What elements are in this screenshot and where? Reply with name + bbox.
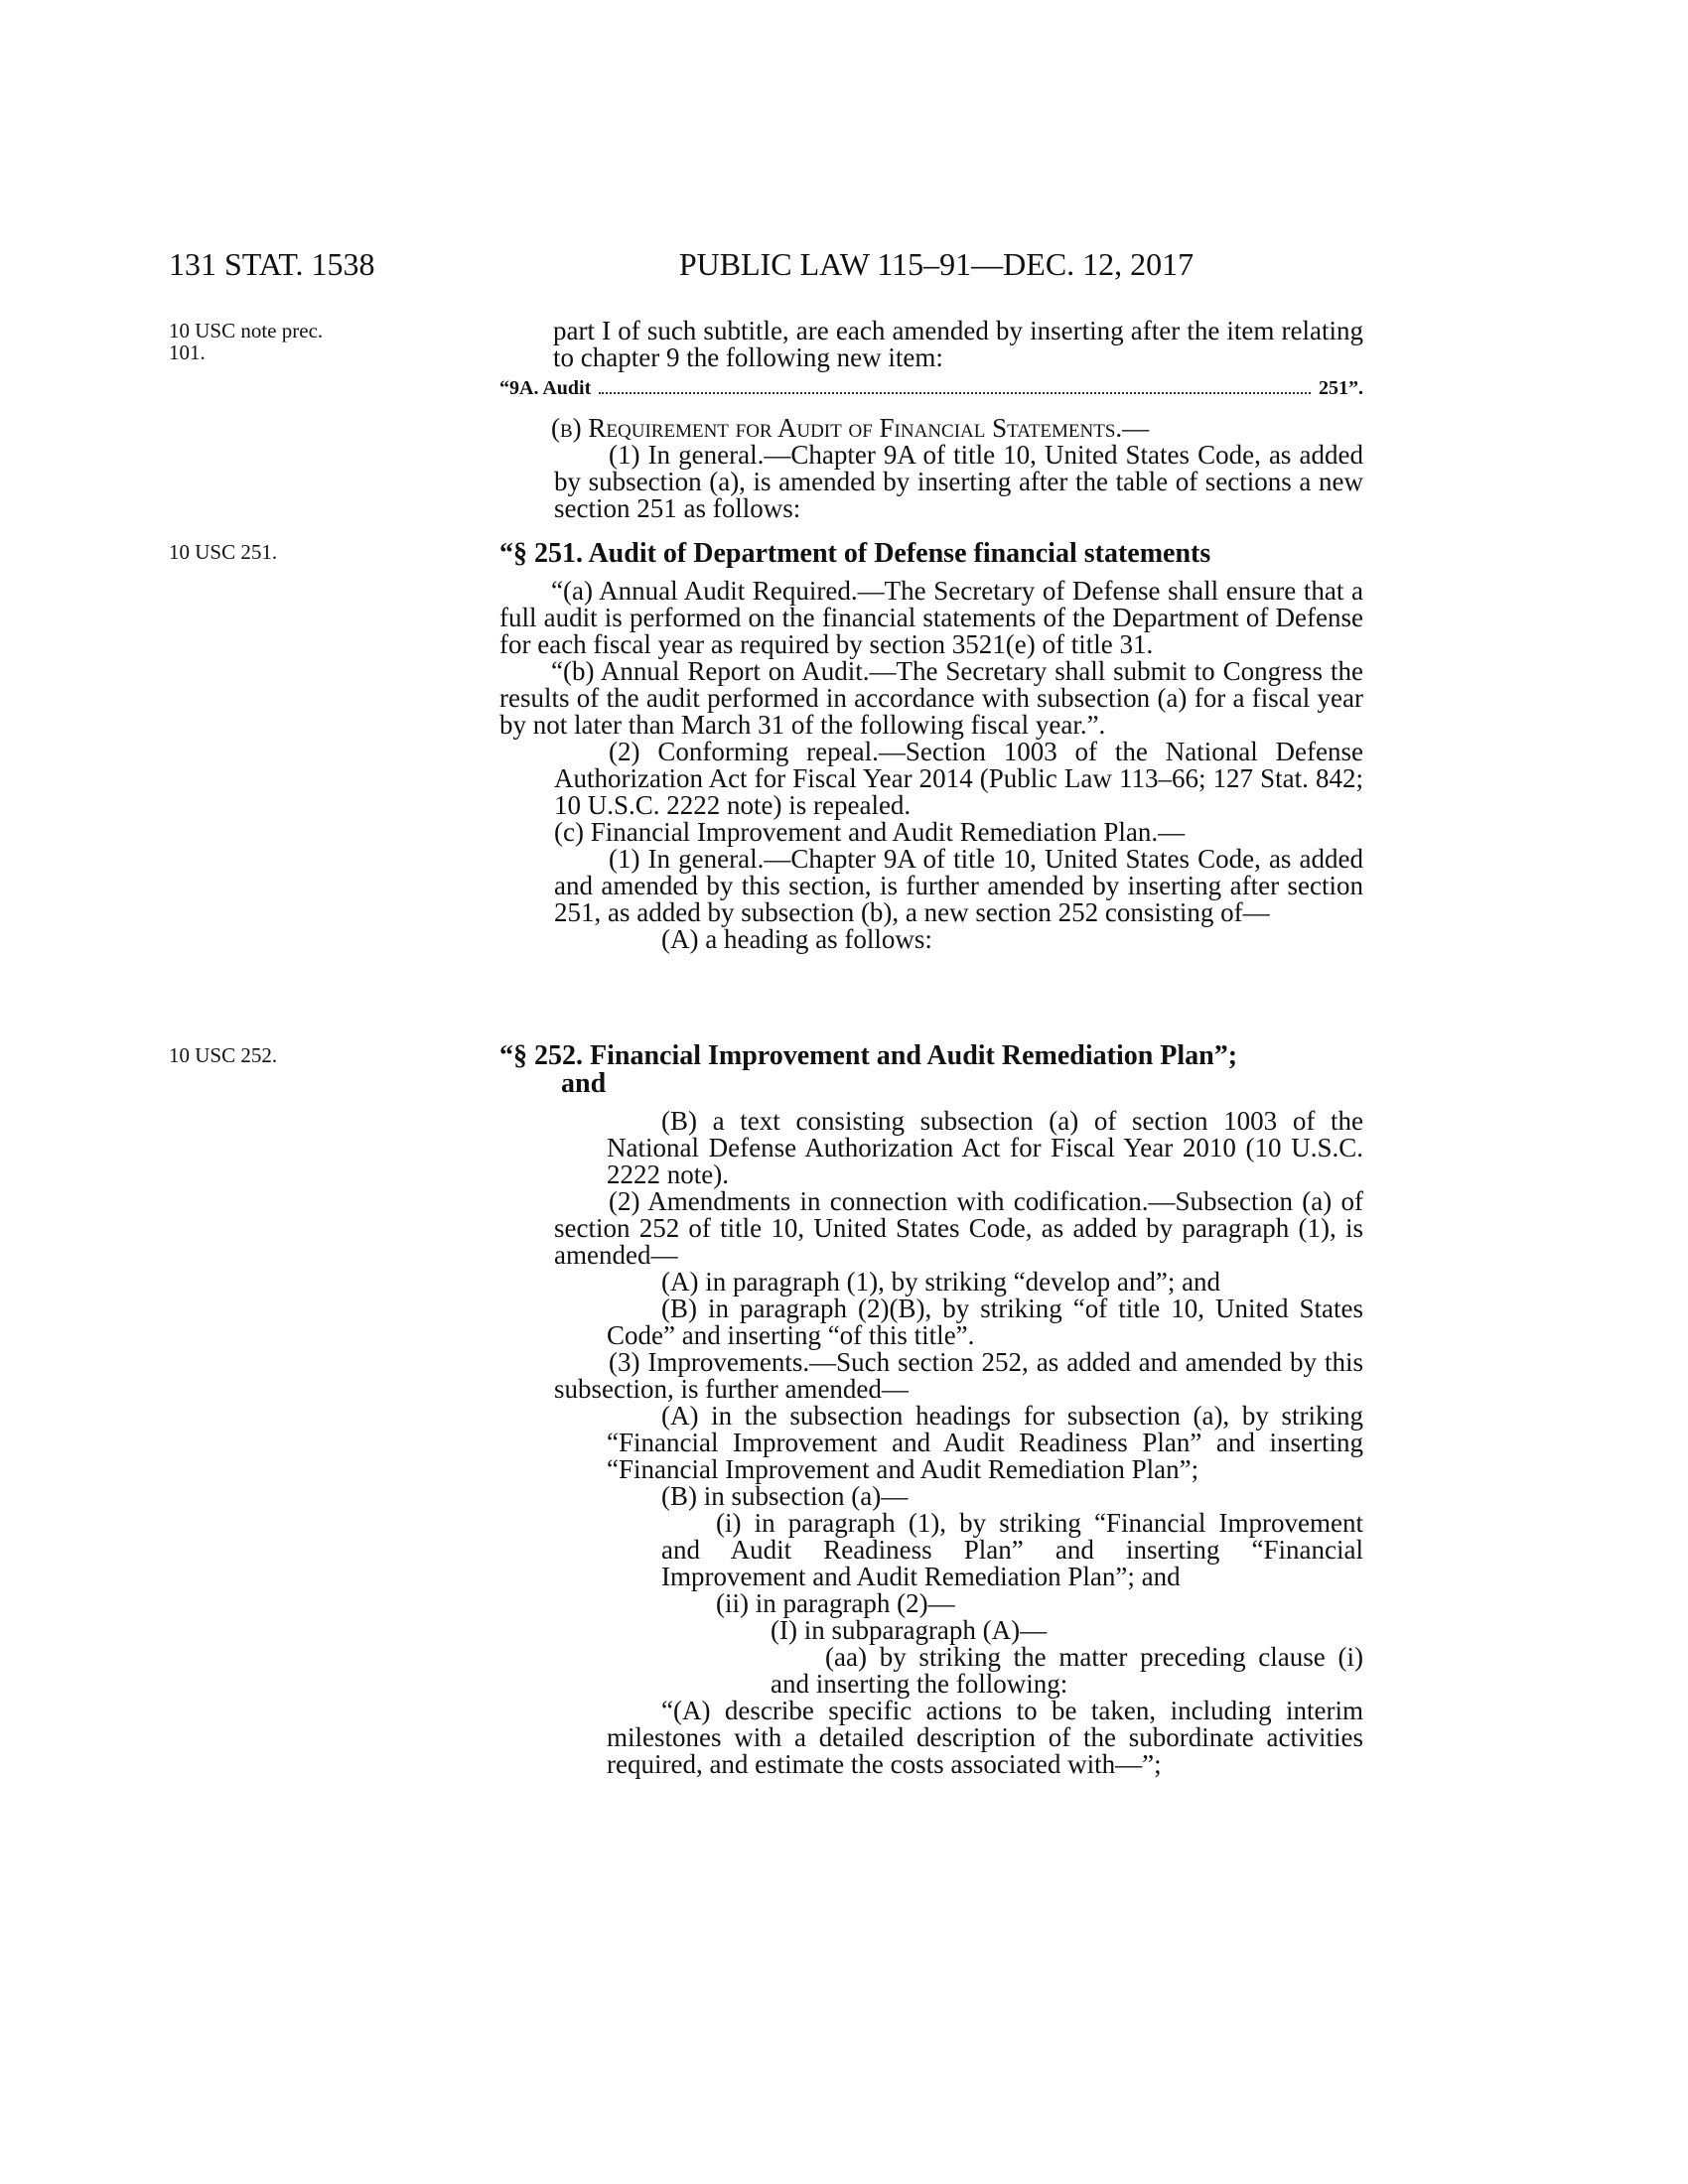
subsection-b-block xyxy=(499,415,1363,522)
subsection-c-para-2-B: (B) in paragraph (2)(B), by striking “of title 10, United States Code” and inserting “of this title”. xyxy=(607,1294,1363,1350)
table-of-chapters-item xyxy=(499,375,1363,401)
subsection-c-para-3: (3) Improvements.—Such section 252, as added and amended by this subsection, is further amended— xyxy=(554,1347,1363,1404)
subsection-b-heading: (b) Requirement for Audit of Financial Statements.— xyxy=(551,413,1150,443)
subsection-c-para-1: (1) In general.—Chapter 9A of title 10, United States Code, as added and amended by this section, is further amended by inserting after section 251, as added by subsection (b), a new section 252 consisting of— xyxy=(554,844,1363,927)
subsection-c-heading: (c) Financial Improvement and Audit Remediation Plan.— xyxy=(554,817,1186,847)
section-252-heading-line-2: and xyxy=(561,1068,607,1099)
subsection-c-para-3-B-ii-I: (I) in subparagraph (A)— xyxy=(771,1615,1048,1645)
subsection-c-para-2: (2) Amendments in connection with codification.—Subsection (a) of section 252 of title 10, United States Code, as added by paragraph (1), is amended— xyxy=(554,1186,1363,1270)
subsection-c-para-1-A: (A) a heading as follows: xyxy=(661,924,932,954)
subsection-c-para-3-B-i: (i) in paragraph (1), by striking “Financial Improvement and Audit Readiness Plan” and inserting “Financial Improvement and Audit Remediation Plan”; and xyxy=(661,1508,1363,1591)
intro-block xyxy=(553,318,1363,371)
section-251-a: “(a) Annual Audit Required.—The Secretary of Defense shall ensure that a full audit is performed on the financial statements of the Department of Defense for each fiscal year as required by section 3521(e) of title 31. xyxy=(499,576,1363,659)
section-251-heading: “§ 251. Audit of Department of Defense financial statements xyxy=(499,538,1211,569)
margin-note-usc-251: 10 USC 251. xyxy=(169,540,278,564)
section-252-block xyxy=(499,1042,1363,1778)
toc-number: 251”. xyxy=(1319,377,1363,399)
margin-note-usc-note: 10 USC note prec. 101. xyxy=(169,319,324,364)
subsection-c-para-3-A: (A) in the subsection headings for subsection (a), by striking “Financial Improvement and Audit Readiness Plan” and inserting “Financial Improvement and Audit Remediation Plan”; xyxy=(607,1401,1363,1484)
toc-leader-dots xyxy=(599,392,1311,394)
subsection-c-para-3-B-ii-I-aa: (aa) by striking the matter preceding clause (i) and inserting the following: xyxy=(771,1642,1363,1699)
quoted-subparagraph-A: “(A) describe specific actions to be taken, including interim milestones with a detailed description of the subordinate activities required, and estimate the costs associated with—”; xyxy=(607,1696,1363,1779)
toc-label: “9A. Audit xyxy=(499,377,592,399)
toc-line xyxy=(499,375,1363,401)
section-252-heading-line-1: “§ 252. Financial Improvement and Audit Remediation Plan”; xyxy=(499,1040,1238,1071)
section-251-block xyxy=(499,540,1363,953)
section-251-b: “(b) Annual Report on Audit.—The Secretary shall submit to Congress the results of the audit performed in accordance with subsection (a) for a fiscal year by not later than March 31 of the following fiscal year.”. xyxy=(499,656,1363,740)
subsection-c-para-3-B: (B) in subsection (a)— xyxy=(661,1481,909,1511)
subsection-b-para-1: (1) In general.—Chapter 9A of title 10, United States Code, as added by subsection (a), is amended by inserting after the table of sections a new section 251 as follows: xyxy=(554,440,1363,523)
subsection-c-para-3-B-ii: (ii) in paragraph (2)— xyxy=(716,1588,955,1618)
subsection-c-para-2-A: (A) in paragraph (1), by striking “develop and”; and xyxy=(661,1267,1221,1297)
subsection-b-para-2: (2) Conforming repeal.—Section 1003 of the National Defense Authorization Act for Fiscal Year 2014 (Public Law 113–66; 127 Stat. 842; 10 U.S.C. 2222 note) is repealed. xyxy=(554,737,1363,820)
intro-paragraph: part I of such subtitle, are each amended by inserting after the item relating to chapter 9 the following new item: xyxy=(553,316,1363,372)
page-header-title: PUBLIC LAW 115–91—DEC. 12, 2017 xyxy=(678,246,1195,282)
margin-note-usc-252: 10 USC 252. xyxy=(169,1043,278,1067)
page-stat-citation: 131 STAT. 1538 xyxy=(169,246,375,282)
subsection-c-para-1-B: (B) a text consisting subsection (a) of section 1003 of the National Defense Authorization Act for Fiscal Year 2010 (10 U.S.C. 2222 note). xyxy=(607,1106,1363,1189)
